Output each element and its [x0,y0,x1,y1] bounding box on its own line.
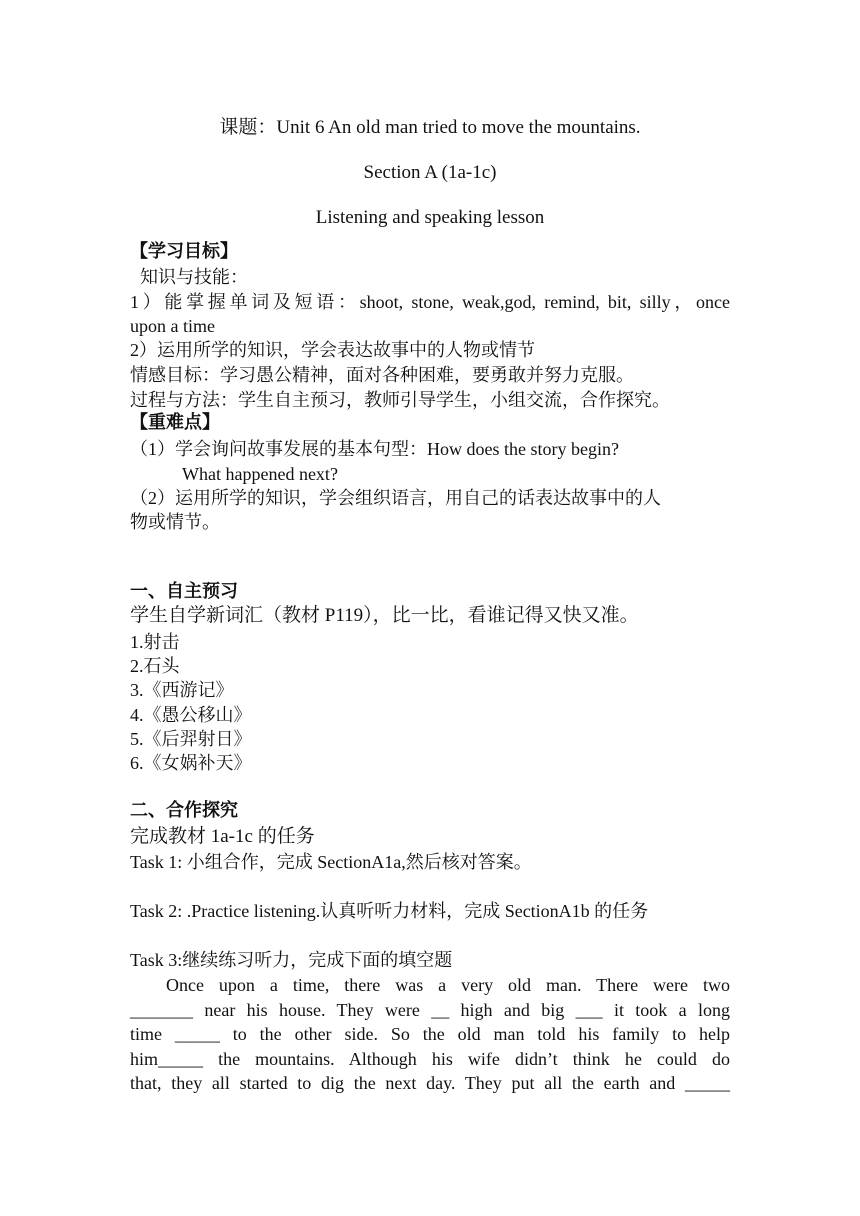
preview-item: 3.《西游记》 [130,680,234,700]
key-point-1: （1）学会询问故事发展的基本句型：How does the story begin? [130,439,619,459]
preview-item: 2.石头 [130,656,180,676]
preview-item: 4.《愚公移山》 [130,705,252,725]
key-point-2: （2）运用所学的知识，学会组织语言，用自己的话表达故事中的人 [130,488,661,508]
passage-line: that, they all started to dig the next day. They put all the earth and _____ [130,1073,730,1093]
task-3: Task 3:继续练习听力，完成下面的填空题 [130,950,453,970]
preview-item: 1.射击 [130,632,180,652]
key-point-2-cont: 物或情节。 [130,512,220,532]
preview-item: 6.《女娲补天》 [130,753,252,773]
goal-item-2: 2）运用所学的知识，学会表达故事中的人物或情节 [130,340,535,360]
goal-item-1: 1）能掌握单词及短语：shoot, stone, weak,god, remind, bit, silly，once [130,292,730,312]
passage-line: time _____ to the other side. So the old man told his family to help [130,1024,730,1044]
cooperation-heading: 二、合作探究 [130,800,238,821]
preview-item: 5.《后羿射日》 [130,729,252,749]
passage-line: _______ near his house. They were __ high and big ___ it took a long [130,1000,730,1020]
task-1: Task 1: 小组合作，完成 SectionA1a,然后核对答案。 [130,852,532,872]
lesson-type: Listening and speaking lesson [315,207,545,228]
passage-line: Once upon a time, there was a very old man. There were two [166,975,730,995]
task-2: Task 2: .Practice listening.认真听听力材料，完成 SectionA1b 的任务 [130,901,649,921]
emotion-goal: 情感目标：学习愚公精神，面对各种困难，要勇敢并努力克服。 [130,365,634,385]
goal-item-1-cont: upon a time [130,316,215,336]
preview-intro: 学生自学新词汇（教材 P119），比一比，看谁记得又快又准。 [130,605,639,626]
key-points-heading: 【重难点】 [130,412,220,433]
lesson-title: 课题：Unit 6 An old man tried to move the mountains. [219,117,641,138]
method-goal: 过程与方法：学生自主预习，教师引导学生，小组交流，合作探究。 [130,390,670,410]
cooperation-intro: 完成教材 1a-1c 的任务 [130,826,315,847]
preview-heading: 一、自主预习 [130,581,238,602]
key-point-1-cont: What happened next? [182,464,338,484]
section-title: Section A (1a-1c) [363,162,497,183]
knowledge-label: 知识与技能： [140,267,248,287]
goals-heading: 【学习目标】 [130,241,238,262]
passage-line: him_____ the mountains. Although his wife didn’t think he could do [130,1049,730,1069]
